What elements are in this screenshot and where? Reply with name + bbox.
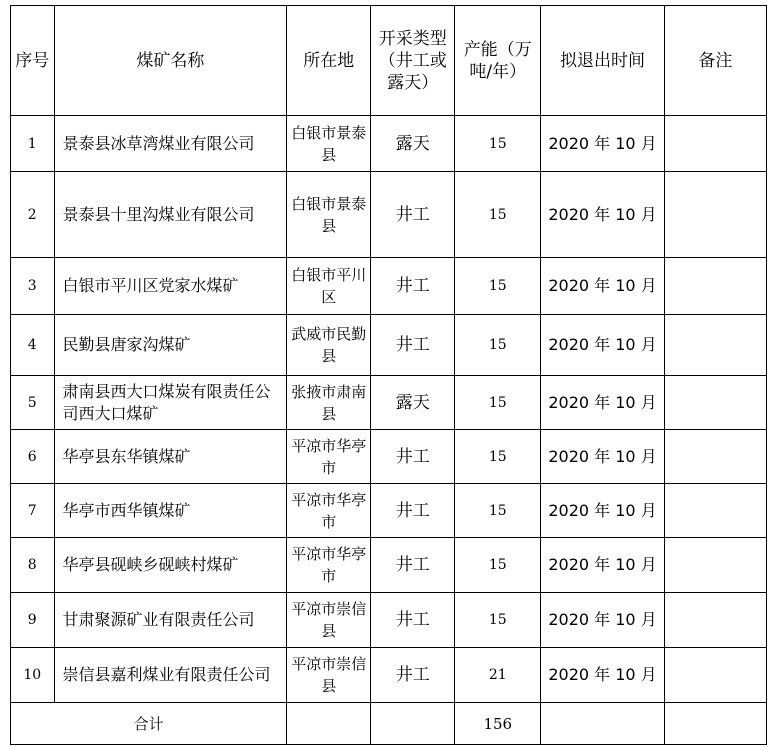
cell-seq: 4: [11, 315, 55, 376]
cell-exit-time: 2020 年 10 月: [541, 593, 664, 648]
cell-remark: [664, 376, 766, 430]
cell-exit-time: 2020 年 10 月: [541, 258, 664, 315]
cell-remark: [664, 172, 766, 258]
cell-location: 平凉市华亭市: [287, 430, 371, 484]
cell-remark: [664, 315, 766, 376]
header-seq: 序号: [11, 6, 55, 116]
cell-capacity: 15: [455, 430, 541, 484]
header-type: 开采类型（井工或露天）: [371, 6, 455, 116]
table-row: [11, 376, 767, 430]
header-capacity: 产能（万吨/年）: [455, 6, 541, 116]
cell-capacity: 15: [455, 376, 541, 430]
cell-name: 肃南县西大口煤炭有限责任公司西大口煤矿: [54, 376, 287, 430]
header-location: 所在地: [287, 6, 371, 116]
cell-capacity: 15: [455, 172, 541, 258]
table-row: [11, 484, 767, 538]
table-row: [11, 538, 767, 593]
total-location-empty: [287, 703, 371, 745]
cell-seq: 9: [11, 593, 55, 648]
cell-location: 白银市景泰县: [287, 172, 371, 258]
header-exit-time: 拟退出时间: [541, 6, 664, 116]
cell-type: 井工: [371, 315, 455, 376]
cell-seq: 6: [11, 430, 55, 484]
cell-remark: [664, 484, 766, 538]
cell-capacity: 15: [455, 116, 541, 172]
cell-name: 白银市平川区党家水煤矿: [54, 258, 287, 315]
cell-exit-time: 2020 年 10 月: [541, 116, 664, 172]
cell-seq: 2: [11, 172, 55, 258]
cell-type: 露天: [371, 116, 455, 172]
cell-exit-time: 2020 年 10 月: [541, 538, 664, 593]
cell-location: 武威市民勤县: [287, 315, 371, 376]
table-row: [11, 648, 767, 703]
table-row: [11, 258, 767, 315]
header-name: 煤矿名称: [54, 6, 287, 116]
cell-name: 崇信县嘉利煤业有限责任公司: [54, 648, 287, 703]
total-type-empty: [371, 703, 455, 745]
total-remark-empty: [664, 703, 766, 745]
cell-type: 井工: [371, 430, 455, 484]
table-row: [11, 116, 767, 172]
cell-location: 张掖市肃南县: [287, 376, 371, 430]
cell-capacity: 15: [455, 258, 541, 315]
cell-exit-time: 2020 年 10 月: [541, 315, 664, 376]
cell-type: 井工: [371, 172, 455, 258]
cell-location: 平凉市崇信县: [287, 593, 371, 648]
cell-capacity: 15: [455, 538, 541, 593]
table-row: [11, 430, 767, 484]
total-capacity: 156: [455, 703, 541, 745]
cell-seq: 1: [11, 116, 55, 172]
total-exit-time-empty: [541, 703, 664, 745]
cell-exit-time: 2020 年 10 月: [541, 430, 664, 484]
cell-name: 景泰县十里沟煤业有限公司: [54, 172, 287, 258]
cell-type: 井工: [371, 648, 455, 703]
cell-remark: [664, 116, 766, 172]
cell-location: 平凉市崇信县: [287, 648, 371, 703]
cell-seq: 5: [11, 376, 55, 430]
cell-capacity: 15: [455, 315, 541, 376]
cell-capacity: 21: [455, 648, 541, 703]
cell-location: 白银市景泰县: [287, 116, 371, 172]
cell-location: 白银市平川区: [287, 258, 371, 315]
cell-name: 华亭县砚峡乡砚峡村煤矿: [54, 538, 287, 593]
cell-type: 露天: [371, 376, 455, 430]
cell-remark: [664, 538, 766, 593]
table-header-row: [11, 6, 767, 116]
cell-type: 井工: [371, 258, 455, 315]
total-label: 合计: [11, 703, 287, 745]
table-row: [11, 315, 767, 376]
cell-location: 平凉市华亭市: [287, 538, 371, 593]
cell-name: 民勤县唐家沟煤矿: [54, 315, 287, 376]
cell-location: 平凉市华亭市: [287, 484, 371, 538]
cell-type: 井工: [371, 593, 455, 648]
cell-type: 井工: [371, 538, 455, 593]
cell-exit-time: 2020 年 10 月: [541, 172, 664, 258]
cell-type: 井工: [371, 484, 455, 538]
cell-remark: [664, 648, 766, 703]
cell-seq: 10: [11, 648, 55, 703]
coal-mine-exit-table: [10, 5, 767, 745]
cell-capacity: 15: [455, 484, 541, 538]
cell-seq: 7: [11, 484, 55, 538]
cell-exit-time: 2020 年 10 月: [541, 376, 664, 430]
cell-name: 华亭市西华镇煤矿: [54, 484, 287, 538]
table-row: [11, 172, 767, 258]
header-remark: 备注: [664, 6, 766, 116]
cell-capacity: 15: [455, 593, 541, 648]
cell-exit-time: 2020 年 10 月: [541, 648, 664, 703]
cell-seq: 8: [11, 538, 55, 593]
cell-remark: [664, 258, 766, 315]
cell-seq: 3: [11, 258, 55, 315]
cell-name: 华亭县东华镇煤矿: [54, 430, 287, 484]
cell-exit-time: 2020 年 10 月: [541, 484, 664, 538]
cell-remark: [664, 430, 766, 484]
cell-name: 景泰县冰草湾煤业有限公司: [54, 116, 287, 172]
cell-remark: [664, 593, 766, 648]
cell-name: 甘肃聚源矿业有限责任公司: [54, 593, 287, 648]
total-row: [11, 703, 767, 745]
table-row: [11, 593, 767, 648]
